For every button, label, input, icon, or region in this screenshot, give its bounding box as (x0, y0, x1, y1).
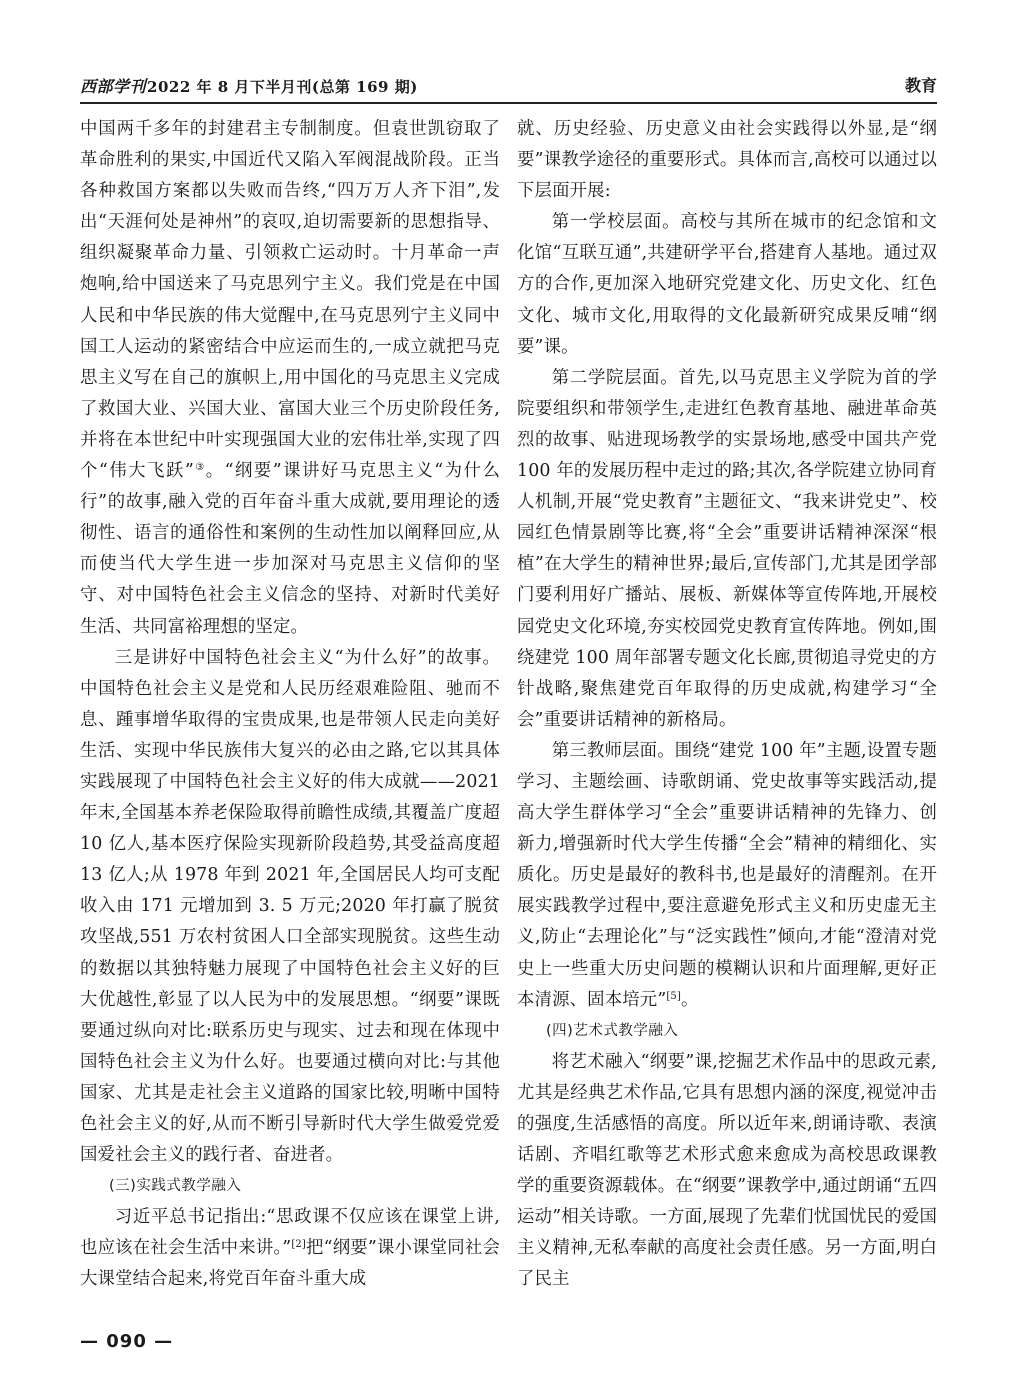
paragraph-text: 习近平总书记指出:“思政课不仅应该在课堂上讲,也应该在社会生活中来讲。” (80, 1207, 500, 1259)
paragraph-text: 。“纲要”课讲好马克思主义“为什么行”的故事,融入党的百年奋斗重大成就,要用理论的透彻性、语言的通俗性和案例的生动性加以阐释回应,从而使当代大学生进一步加深对马克思主义信仰的坚守、对中国特色社会主义信念的坚持、对新时代美好生活、共同富裕理想的坚定。 (80, 461, 500, 637)
paragraph: 三是讲好中国特色社会主义“为什么好”的故事。中国特色社会主义是党和人民历经艰难险阻、驰而不息、踵事增华取得的宝贵成果,也是带领人民走向美好生活、实现中华民族伟大复兴的必由之路,它以其具体实践展现了中国特色社会主义好的伟大成就——2021 年末,全国基本养老保险取得前瞻性成绩,其覆盖广度超 10 亿人,基本医疗保险实现新阶段趋势,其受益高度超 13 亿人;从 1978 年到 2021 年,全国居民人均可支配收入由 171 元增加到 3. 5 万元;2020 年打赢了脱贫攻坚战,551 万农村贫困人口全部实现脱贫。这些生动的数据以其独特魅力展现了中国特色社会主义好的巨大优越性,彰显了以人民为中的发展思想。“纲要”课既要通过纵向对比:联系历史与现实、过去和现在体现中国特色社会主义为什么好。也要通过横向对比:与其他国家、尤其是走社会主义道路的国家比较,明晰中国特色社会主义的好,从而不断引导新时代大学生做爱党爱国爱社会主义的践行者、奋进者。 (80, 647, 500, 1166)
section-subheading: (三)实践式教学融入 (109, 1178, 242, 1195)
paragraph: 就、历史经验、历史意义由社会实践得以外显,是“纲要”课教学途径的重要形式。具体而言,高校可以通过以下层面开展: (517, 119, 937, 202)
masthead (80, 74, 418, 97)
issue-info: 2022 年 8 月下半月刊(总第 169 期) (147, 78, 418, 96)
paragraph: 第一学校层面。高校与其所在城市的纪念馆和文化馆“互联互通”,共建研学平台,搭建育人基地。通过双方的合作,更加深入地研究党建文化、历史文化、红色文化、城市文化,用取得的文化最新研究成果反哺“纲要”课。 (517, 212, 937, 357)
paragraph-text: 把“纲要”课小课堂同社会大课堂结合起来,将党百年奋斗重大成 (80, 1238, 500, 1290)
citation-ref: [2] (291, 1239, 306, 1251)
footnote-ref: ③ (193, 462, 206, 474)
section-label: 教育 (904, 76, 937, 95)
running-header (80, 68, 937, 104)
paragraph: 将艺术融入“纲要”课,挖掘艺术作品中的思政元素,尤其是经典艺术作品,它具有思想内涵的深度,视觉冲击的强度,生活感悟的高度。所以近年来,朗诵诗歌、表演话剧、齐唱红歌等艺术形式愈来愈成为高校思政课教学的重要资源载体。在“纲要”课教学中,通过朗诵“五四运动”相关诗歌。一方面,展现了先辈们忧国忧民的爱国主义精神,无私奉献的高度社会责任感。另一方面,明白了民主 (517, 1051, 937, 1290)
section-subheading: (四)艺术式教学融入 (546, 1022, 679, 1039)
paragraph (517, 736, 937, 1016)
journal-name: 西部学刊 (80, 77, 147, 96)
citation-ref: [5] (666, 990, 681, 1002)
paragraph (80, 114, 500, 643)
paragraph (80, 1202, 500, 1295)
right-column (517, 114, 937, 1296)
paragraph-text: 。 (681, 989, 699, 1010)
paragraph: 第二学院层面。首先,以马克思主义学院为首的学院要组织和带领学生,走进红色教育基地、融进革命英烈的故事、贴进现场教学的实景场地,感受中国共产党 100 年的发展历程中走过的路;其次,各学院建立协同育人机制,开展“党史教育”主题征文、“我来讲党史”、校园红色情景剧等比赛,将“全会”重要讲话精神深深“根植”在大学生的精神世界;最后,宣传部门,尤其是团学部门要利用好广播站、展板、新媒体等宣传阵地,开展校园党史文化环境,夯实校园党史教育宣传阵地。例如,围绕建党 100 周年部署专题文化长廊,贯彻追寻党史的方针战略,聚焦建党百年取得的历史成就,构建学习“全会”重要讲话精神的新格局。 (517, 367, 937, 730)
paragraph-text: 第三教师层面。围绕“建党 100 年”主题,设置专题学习、主题绘画、诗歌朗诵、党史故事等实践活动,提高大学生群体学习“全会”重要讲话精神的先锋力、创新力,增强新时代大学生传播“全会”精神的精细化、实质化。历史是最好的教科书,也是最好的清醒剂。在开展实践教学过程中,要注意避免形式主义和历史虚无主义,防止“去理论化”与“泛实践性”倾向,才能“澄清对党史上一些重大历史问题的模糊认识和片面理解,更好正本清源、固本培元” (517, 740, 937, 1010)
left-column (80, 114, 500, 1296)
paragraph-text: 中国两千多年的封建君主专制制度。但袁世凯窃取了革命胜利的果实,中国近代又陷入军阀混战阶段。正当各种救国方案都以失败而告终,“四万万人齐下泪”,发出“天涯何处是神州”的哀叹,迫切需要新的思想指导、组织凝聚革命力量、引领救亡运动时。十月革命一声炮响,给中国送来了马克思列宁主义。我们党是在中国人民和中华民族的伟大觉醒中,在马克思列宁主义同中国工人运动的紧密结合中应运而生的,一成立就把马克思主义写在自己的旗帜上,用中国化的马克思主义完成了救国大业、兴国大业、富国大业三个历史阶段任务,并将在本世纪中叶实现强国大业的宏伟壮举,实现了四个“伟大飞跃” (80, 119, 500, 482)
page-number: — 090 — (80, 1331, 174, 1352)
